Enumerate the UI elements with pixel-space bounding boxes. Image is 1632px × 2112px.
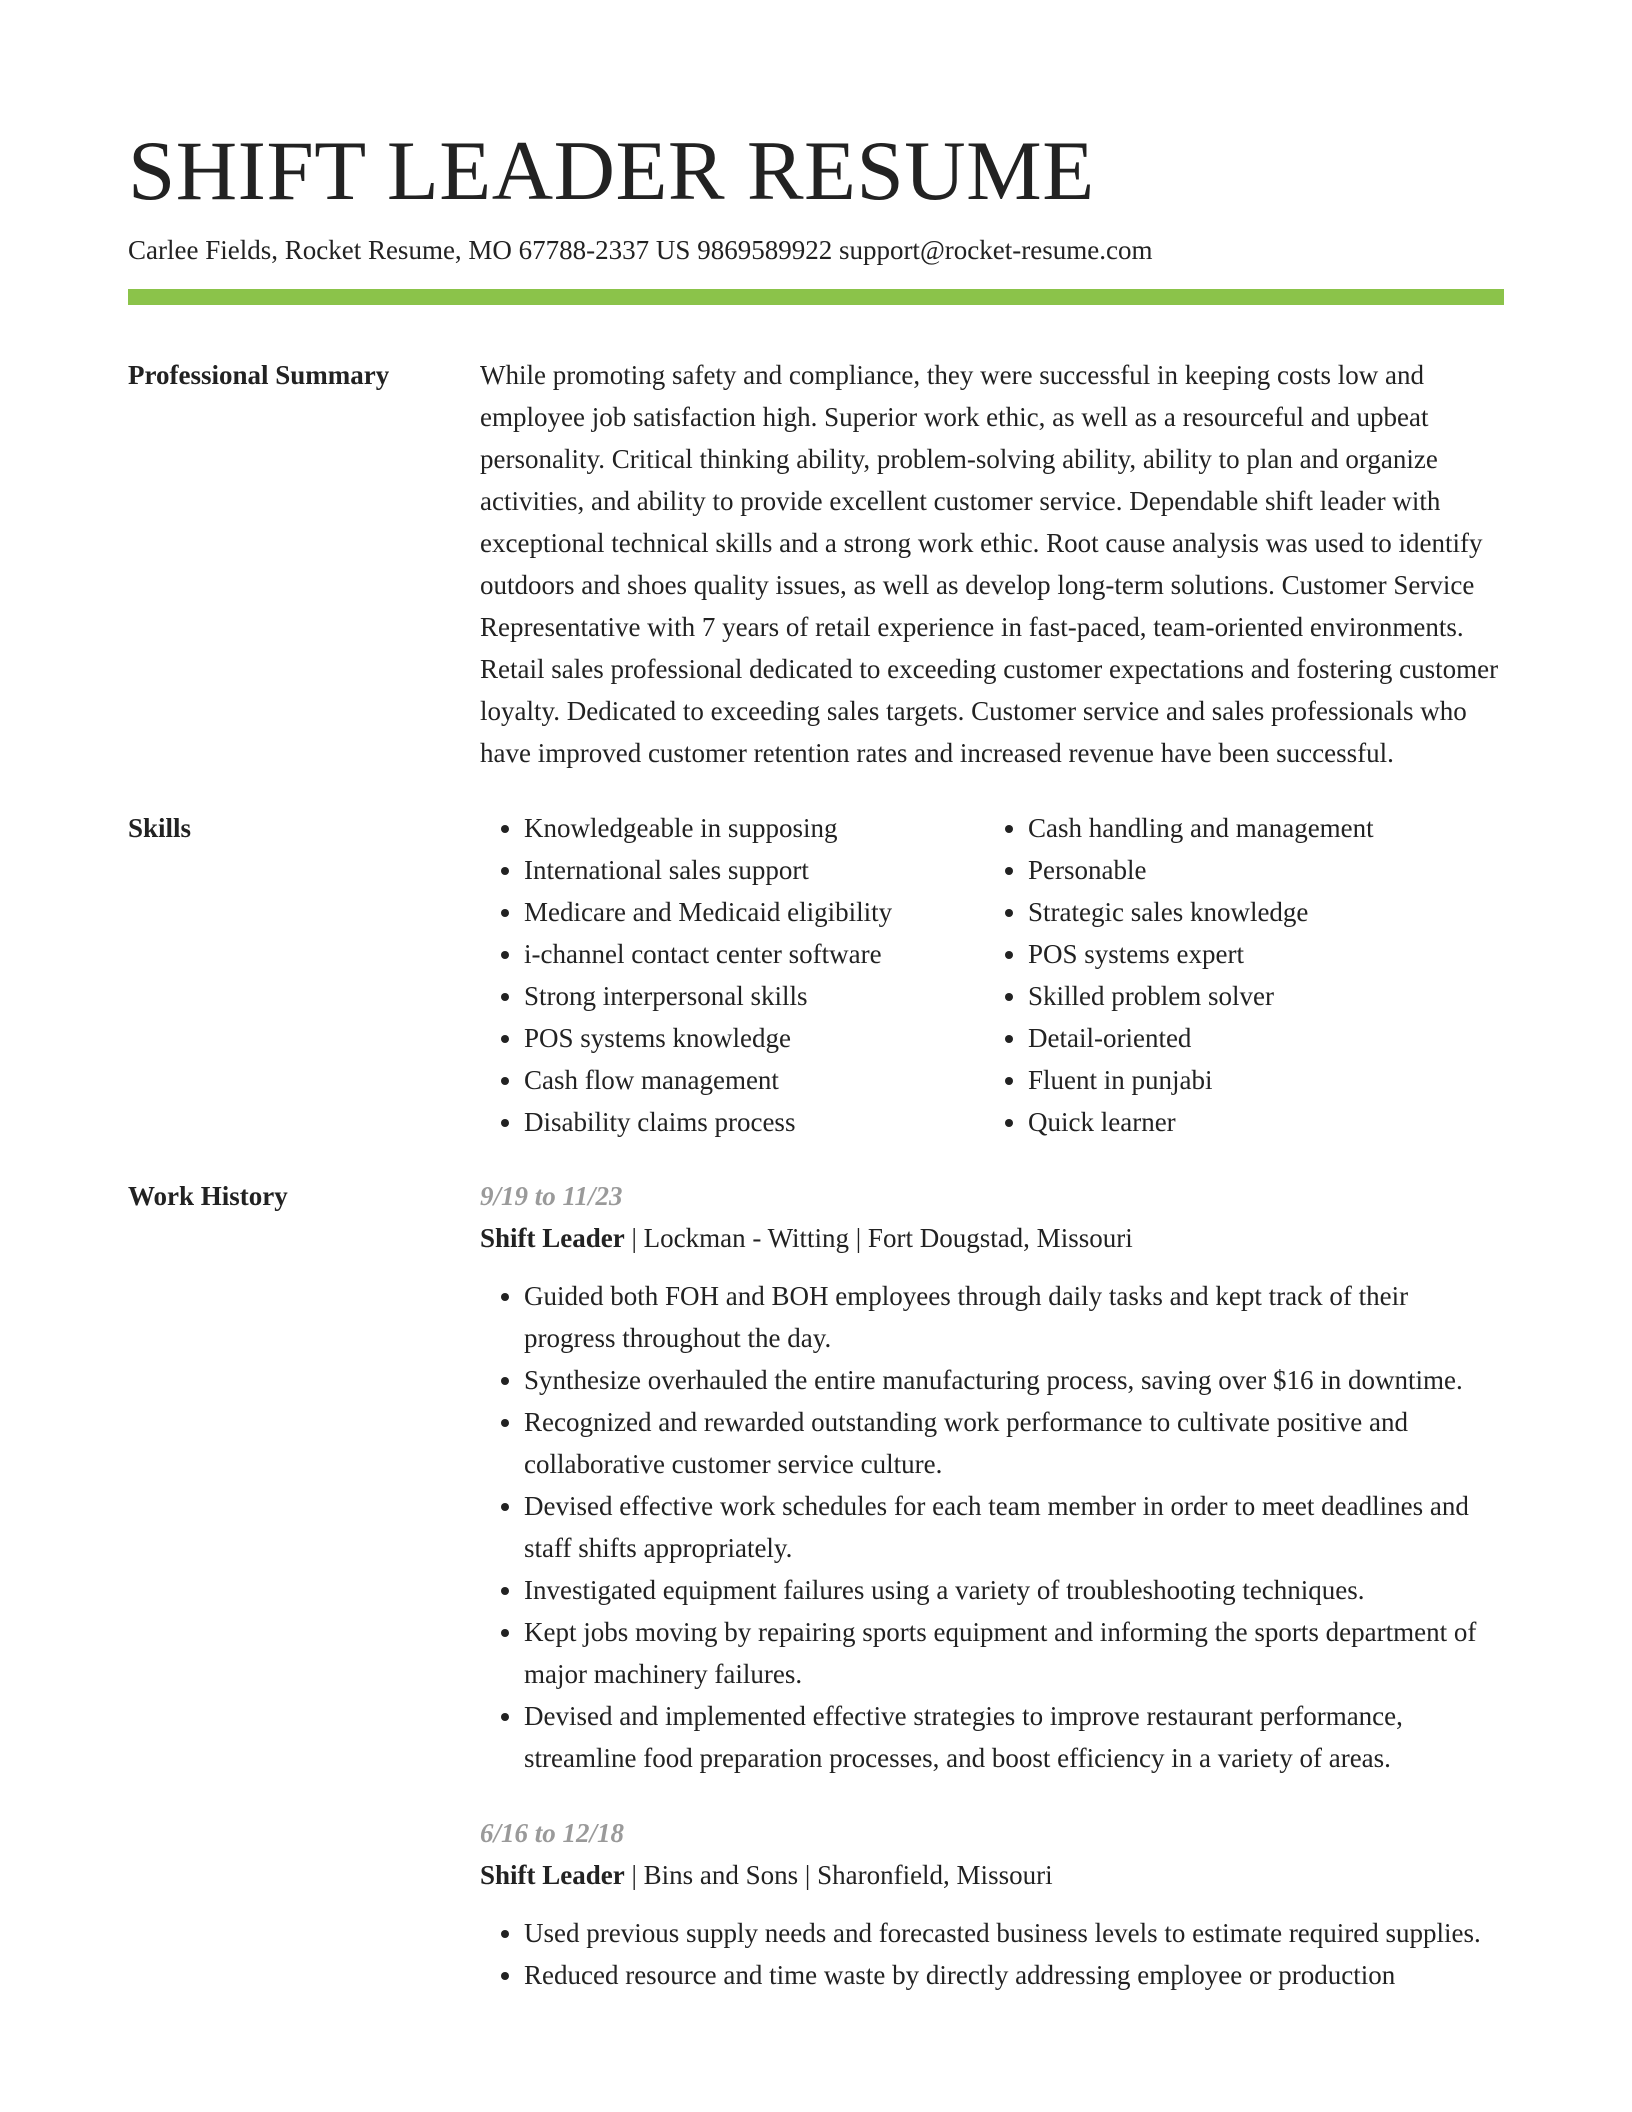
job-bullet: • Investigated equipment failures using a variety of troubleshooting techniques. xyxy=(524,1569,1504,1611)
job-bullet: • Synthesize overhauled the entire manufacturing process, saving over $16 in downtime. xyxy=(524,1359,1504,1401)
skill-item: • Skilled problem solver xyxy=(1028,975,1488,1017)
job-bullet: • Kept jobs moving by repairing sports equipment and informing the sports department of major machinery failures. xyxy=(524,1611,1504,1695)
job-bullet: • Guided both FOH and BOH employees through daily tasks and kept track of their progress throughout the day. xyxy=(524,1275,1504,1359)
resume-page xyxy=(128,0,1504,1996)
skills-grid xyxy=(480,807,1504,1143)
job-entry xyxy=(480,1812,1504,1996)
accent-divider xyxy=(128,289,1504,305)
job-dates: 9/19 to 11/23 xyxy=(480,1181,623,1211)
skill-item: • Strong interpersonal skills xyxy=(524,975,984,1017)
job-bullet: • Reduced resource and time waste by directly addressing employee or production xyxy=(524,1954,1504,1996)
skill-item: • POS systems expert xyxy=(1028,933,1488,975)
job-bullets xyxy=(480,1912,1504,1996)
job-heading xyxy=(480,1854,1504,1896)
job-title: Shift Leader xyxy=(480,1223,625,1253)
job-entry xyxy=(480,1175,1504,1779)
skills-column-2 xyxy=(984,807,1488,1143)
skill-item: • Medicare and Medicaid eligibility xyxy=(524,891,984,933)
work-history-list xyxy=(480,1175,1504,1996)
skill-item: • Cash handling and management xyxy=(1028,807,1488,849)
skill-item: • Strategic sales knowledge xyxy=(1028,891,1488,933)
skill-item: • Quick learner xyxy=(1028,1101,1488,1143)
job-bullet: • Used previous supply needs and forecasted business levels to estimate required supplies. xyxy=(524,1912,1504,1954)
skill-item: • Knowledgeable in supposing xyxy=(524,807,984,849)
job-bullets xyxy=(480,1275,1504,1779)
skill-item: • Cash flow management xyxy=(524,1059,984,1101)
skills-column-1 xyxy=(480,807,984,1143)
job-employer-location: | Lockman - Witting | Fort Dougstad, Missouri xyxy=(624,1223,1133,1253)
job-bullet: • Devised effective work schedules for each team member in order to meet deadlines and staff shifts appropriately. xyxy=(524,1485,1504,1569)
job-dates: 6/16 to 12/18 xyxy=(480,1818,625,1848)
skill-item: • Detail-oriented xyxy=(1028,1017,1488,1059)
skill-item: • Personable xyxy=(1028,849,1488,891)
job-employer-location: | Bins and Sons | Sharonfield, Missouri xyxy=(624,1860,1053,1890)
professional-summary-section xyxy=(128,354,1504,774)
skill-item: • Fluent in punjabi xyxy=(1028,1059,1488,1101)
skill-item: • Disability claims process xyxy=(524,1101,984,1143)
skill-item: • i-channel contact center software xyxy=(524,933,984,975)
skill-item: • International sales support xyxy=(524,849,984,891)
contact-line: Carlee Fields, Rocket Resume, MO 67788-2337 US 9869589922 support@rocket-resume.com xyxy=(128,235,1153,265)
section-label-summary: Professional Summary xyxy=(128,360,390,390)
summary-text: While promoting safety and compliance, they were successful in keeping costs low and employee job satisfaction high. Superior work ethic, as well as a resourceful and upbeat personality. Critical thinking ability, problem-solving ability, ability to plan and organize activities, and ability to provide excellent customer service. Dependable shift leader with exceptional technical skills and a strong work ethic. Root cause analysis was used to identify outdoors and shoes quality issues, as well as develop long-term solutions. Customer Service Representative with 7 years of retail experience in fast-paced, team-oriented environments. Retail sales professional dedicated to exceeding customer expectations and fostering customer loyalty. Dedicated to exceeding sales targets. Customer service and sales professionals who have improved customer retention rates and increased revenue have been successful. xyxy=(480,360,1499,768)
page-title: SHIFT LEADER RESUME xyxy=(128,124,1095,218)
work-history-section xyxy=(128,1175,1504,1996)
job-heading xyxy=(480,1217,1504,1259)
section-label-work-history: Work History xyxy=(128,1181,288,1211)
section-label-skills: Skills xyxy=(128,813,192,843)
skills-section xyxy=(128,807,1504,1143)
job-bullet: • Recognized and rewarded outstanding work performance to cultivate positive and collaborative customer service culture. xyxy=(524,1401,1504,1485)
job-bullet: • Devised and implemented effective strategies to improve restaurant performance, streamline food preparation processes, and boost efficiency in a variety of areas. xyxy=(524,1695,1504,1779)
skill-item: • POS systems knowledge xyxy=(524,1017,984,1059)
job-title: Shift Leader xyxy=(480,1860,625,1890)
